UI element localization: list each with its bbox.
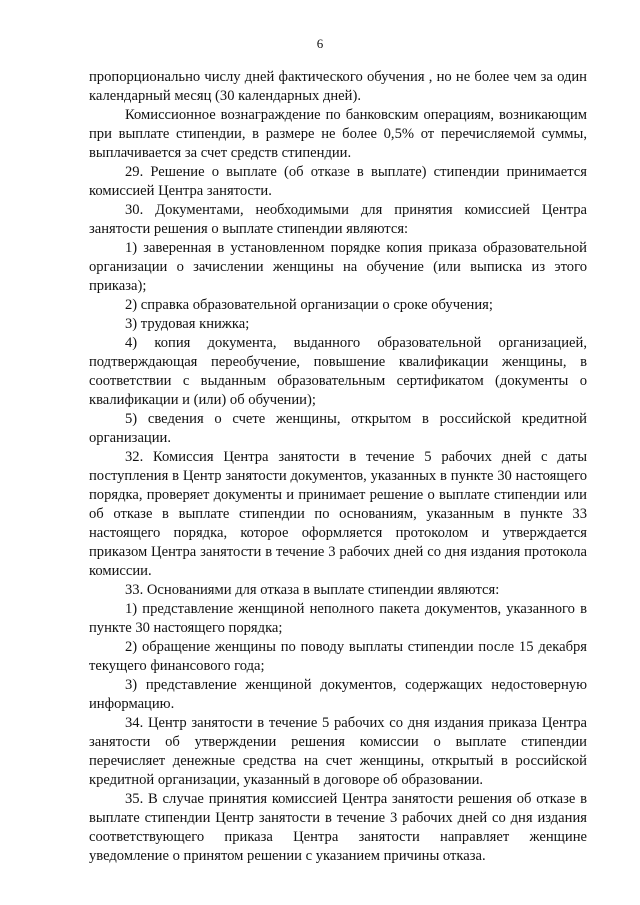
paragraph-32: 32. Комиссия Центра занятости в течение 5 рабочих дней с даты поступления в Центр занятости документов, указанных в пункте 30 настоящего порядка, проверяет документы и принимает решение о выплате стипендии или об отказе в выплате стипендии по основаниям, указанным в пункте 33 настоящего порядка, которое оформляется протоколом и утверждается приказом Центра занятости в течение 3 рабочих дней со дня издания протокола комиссии. [89,449,587,579]
list-item-33-1: 1) представление женщиной неполного пакета документов, указанного в пункте 30 настоящего порядка; [89,601,587,636]
paragraph-continuation: пропорционально числу дней фактического обучения , но не более чем за один календарный месяц (30 календарных дней). [89,69,587,104]
list-item-30-3: 3) трудовая книжка; [125,316,250,332]
paragraph-29: 29. Решение о выплате (об отказе в выплате) стипендии принимается комиссией Центра занятости. [89,164,587,199]
list-item-33-3: 3) представление женщиной документов, содержащих недостоверную информацию. [89,677,587,712]
list-item-30-5: 5) сведения о счете женщины, открытом в российской кредитной организации. [89,411,587,446]
paragraph-34: 34. Центр занятости в течение 5 рабочих со дня издания приказа Центра занятости об утверждении решения комиссии о выплате стипендии перечисляет денежные средства на счет женщины, открытый в российской кредитной организации, указанный в договоре об образовании. [89,715,587,788]
list-item-30-4: 4) копия документа, выданного образовательной организацией, подтверждающая переобучение, повышение квалификации женщины, в соответствии с выданным образовательным сертификатом (документы о квалификации и (или) об обучении); [89,335,587,408]
paragraph-commission-fee: Комиссионное вознаграждение по банковским операциям, возникающим при выплате стипендии, в размере не более 0,5% от перечисляемой суммы, выплачивается за счет средств стипендии. [89,107,587,161]
document-body [89,68,587,866]
list-item-33-2: 2) обращение женщины по поводу выплаты стипендии после 15 декабря текущего финансового года; [89,639,587,674]
paragraph-30: 30. Документами, необходимыми для принятия комиссией Центра занятости решения о выплате стипендии являются: [89,202,587,237]
list-item-30-2: 2) справка образовательной организации о сроке обучения; [125,297,493,313]
paragraph-33: 33. Основаниями для отказа в выплате стипендии являются: [125,582,500,598]
list-item-30-1: 1) заверенная в установленном порядке копия приказа образовательной организации о зачислении женщины на обучение (или выписка из этого приказа); [89,240,587,294]
paragraph-35: 35. В случае принятия комиссией Центра занятости решения об отказе в выплате стипендии Центр занятости в течение 3 рабочих дней со дня издания соответствующего приказа Центра занятости направляет женщине уведомление о принятом решении с указанием причины отказа. [89,791,587,864]
page-number: 6 [316,36,324,51]
